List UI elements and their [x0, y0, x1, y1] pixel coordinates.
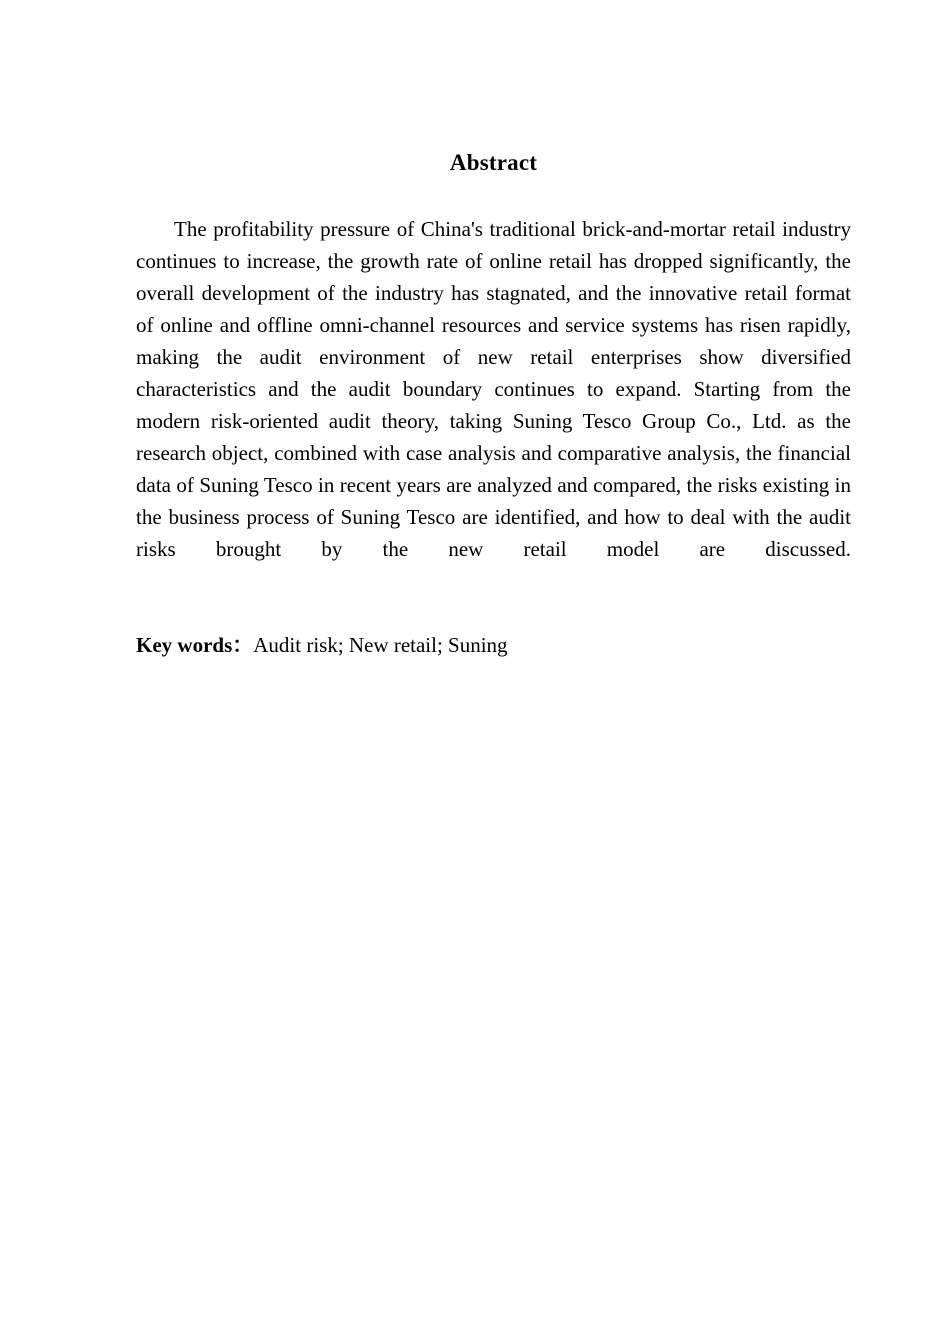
keywords-line	[136, 629, 851, 661]
abstract-paragraph: The profitability pressure of China's traditional brick-and-mortar retail industry continues to increase, the growth rate of online retail has dropped significantly, the overall development of the industry has stagnated, and the innovative retail format of online and offline omni-channel resources and service systems has risen rapidly, making the audit environment of new retail enterprises show diversified characteristics and the audit boundary continues to expand. Starting from the modern risk-oriented audit theory, taking Suning Tesco Group Co., Ltd. as the research object, combined with case analysis and comparative analysis, the financial data of Suning Tesco in recent years are analyzed and compared, the risks existing in the business process of Suning Tesco are identified, and how to deal with the audit risks brought by the new retail model are discussed.	[136, 217, 851, 561]
keywords-label: Key words	[136, 633, 233, 657]
keywords-separator: ：	[232, 633, 254, 657]
page-title: Abstract	[449, 150, 538, 175]
keywords-values: Audit risk; New retail; Suning	[253, 633, 508, 657]
